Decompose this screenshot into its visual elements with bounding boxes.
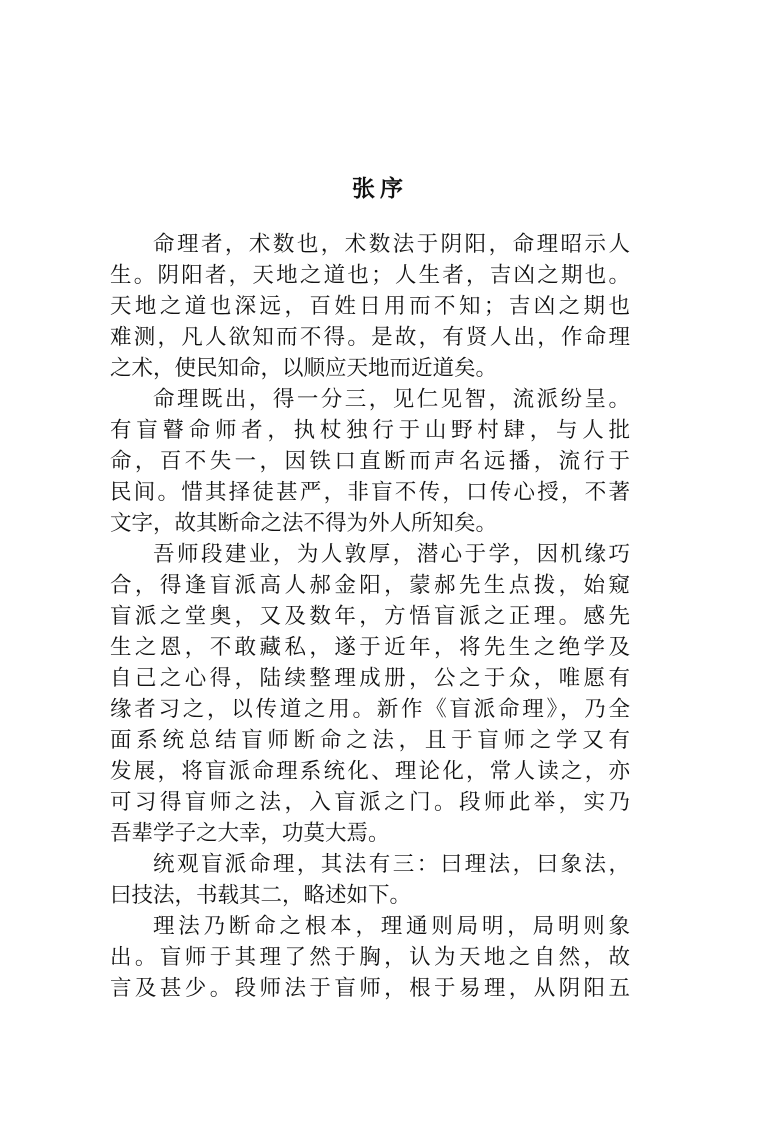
text-line: 发展，将盲派命理系统化、理论化，常人读之，亦 [110, 759, 630, 784]
text-line: 生。阴阳者，天地之道也；人生者，吉凶之期也。 [110, 263, 630, 288]
text-line: 吾辈学子之大幸，功莫大焉。 [110, 821, 390, 846]
page-title: 张序 [352, 176, 408, 202]
text-line: 命理者，术数也，术数法于阴阳，命理昭示人 [153, 232, 630, 257]
text-line: 难测，凡人欲知而不得。是故，有贤人出，作命理 [110, 325, 630, 350]
text-line: 之术，使民知命，以顺应天地而近道矣。 [110, 356, 498, 381]
text-line: 民间。惜其择徒甚严，非盲不传，口传心授，不著 [110, 480, 630, 505]
text-line: 面系统总结盲师断命之法，且于盲师之学又有 [110, 728, 630, 753]
text-line: 吾师段建业，为人敦厚，潜心于学，因机缘巧 [153, 542, 630, 567]
text-line: 言及甚少。段师法于盲师，根于易理，从阴阳五 [110, 976, 630, 1001]
text-line: 文字，故其断命之法不得为外人所知矣。 [110, 511, 498, 536]
text-line: 缘者习之，以传道之用。新作《盲派命理》，乃全 [110, 697, 630, 722]
text-line: 自己之心得，陆续整理成册，公之于众，唯愿有 [110, 666, 630, 691]
text-line: 出。盲师于其理了然于胸，认为天地之自然，故 [110, 945, 630, 970]
text-line: 生之恩，不敢藏私，遂于近年，将先生之绝学及 [110, 635, 630, 660]
text-line: 可习得盲师之法，入盲派之门。段师此举，实乃 [110, 790, 630, 815]
text-line: 命理既出，得一分三，见仁见智，流派纷呈。 [153, 387, 630, 412]
text-line: 命，百不失一，因铁口直断而声名远播，流行于 [110, 449, 630, 474]
text-line: 天地之道也深远，百姓日用而不知；吉凶之期也 [110, 294, 630, 319]
preface-body [110, 229, 630, 1004]
text-line: 盲派之堂奥，又及数年，方悟盲派之正理。感先 [110, 604, 630, 629]
text-line: 曰技法，书载其二，略述如下。 [110, 883, 412, 908]
text-line: 有盲瞽命师者，执杖独行于山野村肆，与人批 [110, 418, 630, 443]
text-line: 统观盲派命理，其法有三：曰理法，曰象法， [153, 852, 630, 877]
text-line: 理法乃断命之根本，理通则局明，局明则象 [153, 914, 630, 939]
text-line: 合，得逢盲派高人郝金阳，蒙郝先生点拨，始窥 [110, 573, 630, 598]
